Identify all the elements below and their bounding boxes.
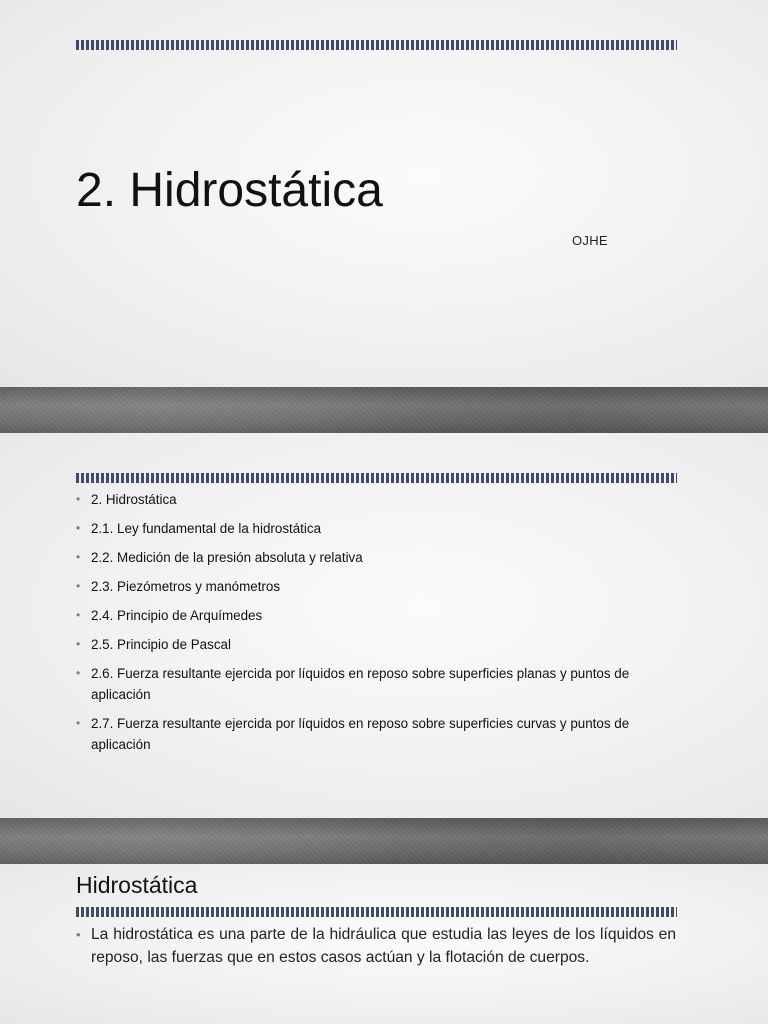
slide-title: 2. Hidrostática xyxy=(76,164,383,217)
list-item: • 2.5. Principio de Pascal xyxy=(76,634,676,655)
slide-subtitle: OJHE xyxy=(572,233,608,248)
title-slide xyxy=(0,0,768,387)
slide-separator xyxy=(0,387,768,433)
decorative-rule xyxy=(76,907,677,917)
contents-list xyxy=(76,489,676,763)
list-item: • 2.2. Medición de la presión absoluta y relativa xyxy=(76,547,676,568)
list-item: • 2.4. Principio de Arquímedes xyxy=(76,605,676,626)
list-item: • 2.7. Fuerza resultante ejercida por líquidos en reposo sobre superficies curvas y puntos de aplicación xyxy=(76,713,676,755)
list-item: • 2.1. Ley fundamental de la hidrostática xyxy=(76,518,676,539)
list-item: • 2.6. Fuerza resultante ejercida por líquidos en reposo sobre superficies planas y puntos de aplicación xyxy=(76,663,676,705)
list-item: • 2.3. Piezómetros y manómetros xyxy=(76,576,676,597)
decorative-rule xyxy=(76,473,677,483)
bullet-item: • La hidrostática es una parte de la hidráulica que estudia las leyes de los líquidos en reposo, las fuerzas que en estos casos actúan y la flotación de cuerpos. xyxy=(76,924,676,969)
list-item: • 2. Hidrostática xyxy=(76,489,676,510)
slide-separator xyxy=(0,818,768,864)
content-slide xyxy=(0,864,768,1024)
bullet-list xyxy=(76,924,676,969)
decorative-rule xyxy=(76,40,677,50)
contents-slide xyxy=(0,433,768,818)
slide-title: Hidrostática xyxy=(76,872,198,898)
